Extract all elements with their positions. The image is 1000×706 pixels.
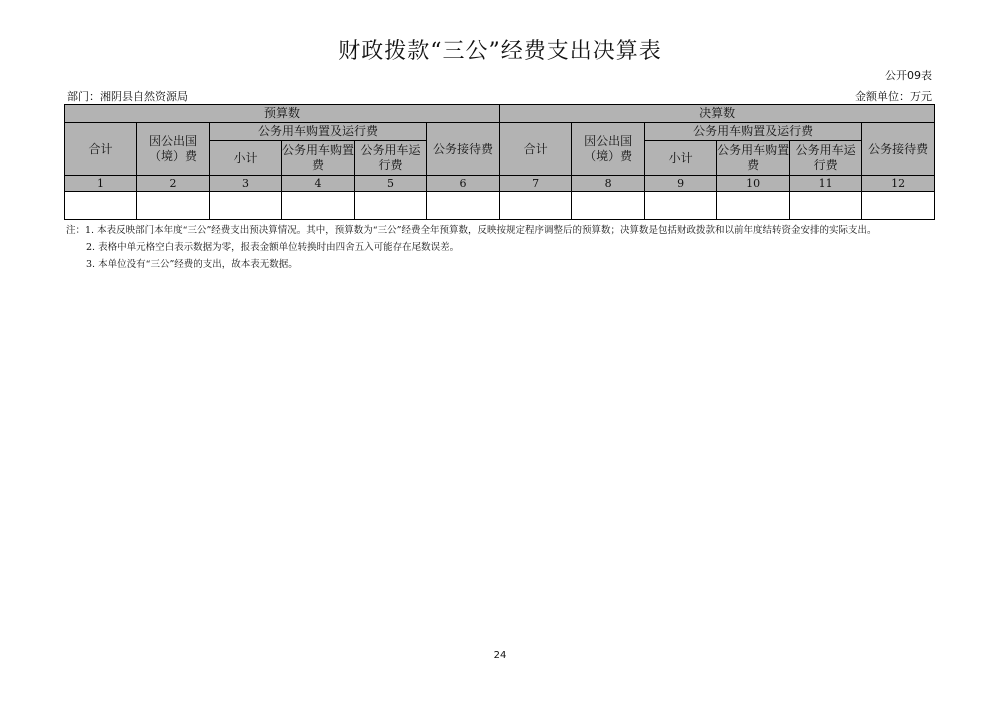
final-subtotal-header: 小计 [645, 141, 717, 176]
final-overseas-header: 因公出国（境）费 [572, 123, 645, 176]
budget-overseas-header: 因公出国（境）费 [137, 123, 210, 176]
final-vehicle-purchase-header: 公务用车购置费 [717, 141, 790, 176]
final-total-header: 合计 [500, 123, 572, 176]
final-vehicle-group-header: 公务用车购置及运行费 [645, 123, 862, 141]
column-number: 8 [572, 176, 645, 192]
budget-vehicle-group-header: 公务用车购置及运行费 [210, 123, 427, 141]
column-number: 6 [427, 176, 500, 192]
column-number: 4 [282, 176, 355, 192]
budget-reception-header: 公务接待费 [427, 123, 500, 176]
data-cell [137, 192, 210, 220]
budget-vehicle-operation-header: 公务用车运行费 [355, 141, 427, 176]
page-title: 财政拨款“三公”经费支出决算表 [338, 39, 662, 64]
budget-total-header: 合计 [65, 123, 137, 176]
column-number: 1 [65, 176, 137, 192]
data-cell [862, 192, 935, 220]
final-reception-header: 公务接待费 [862, 123, 935, 176]
form-code: 公开09表 [885, 69, 932, 82]
footnotes [66, 224, 936, 275]
column-number: 9 [645, 176, 717, 192]
budget-vehicle-purchase-header: 公务用车购置费 [282, 141, 355, 176]
page-number: 24 [493, 650, 507, 661]
final-vehicle-operation-header: 公务用车运行费 [790, 141, 862, 176]
footnote-3: 3. 本单位没有“三公”经费的支出，故本表无数据。 [86, 259, 298, 270]
amount-unit-label: 金额单位：万元 [855, 90, 932, 103]
final-group-header: 决算数 [500, 105, 935, 123]
data-cell [717, 192, 790, 220]
budget-subtotal-header: 小计 [210, 141, 282, 176]
column-number: 10 [717, 176, 790, 192]
table-row [65, 192, 935, 220]
column-number: 3 [210, 176, 282, 192]
data-cell [572, 192, 645, 220]
data-cell [790, 192, 862, 220]
data-cell [210, 192, 282, 220]
department-label: 部门：湘阴县自然资源局 [67, 90, 188, 103]
column-number: 11 [790, 176, 862, 192]
column-number: 12 [862, 176, 935, 192]
three-public-expenses-table [64, 104, 935, 220]
data-cell [500, 192, 572, 220]
data-cell [645, 192, 717, 220]
column-number: 5 [355, 176, 427, 192]
data-cell [427, 192, 500, 220]
budget-group-header: 预算数 [65, 105, 500, 123]
footnote-1: 注：1. 本表反映部门本年度“三公”经费支出预决算情况。其中，预算数为“三公”经费全年预算数，反映按规定程序调整后的预算数；决算数是包括财政拨款和以前年度结转资金安排的实际支出。 [66, 225, 877, 236]
footnote-2: 2. 表格中单元格空白表示数据为零，报表金额单位转换时由四舍五入可能存在尾数误差。 [86, 242, 460, 253]
data-cell [355, 192, 427, 220]
data-cell [282, 192, 355, 220]
column-number: 2 [137, 176, 210, 192]
column-number: 7 [500, 176, 572, 192]
data-cell [65, 192, 137, 220]
